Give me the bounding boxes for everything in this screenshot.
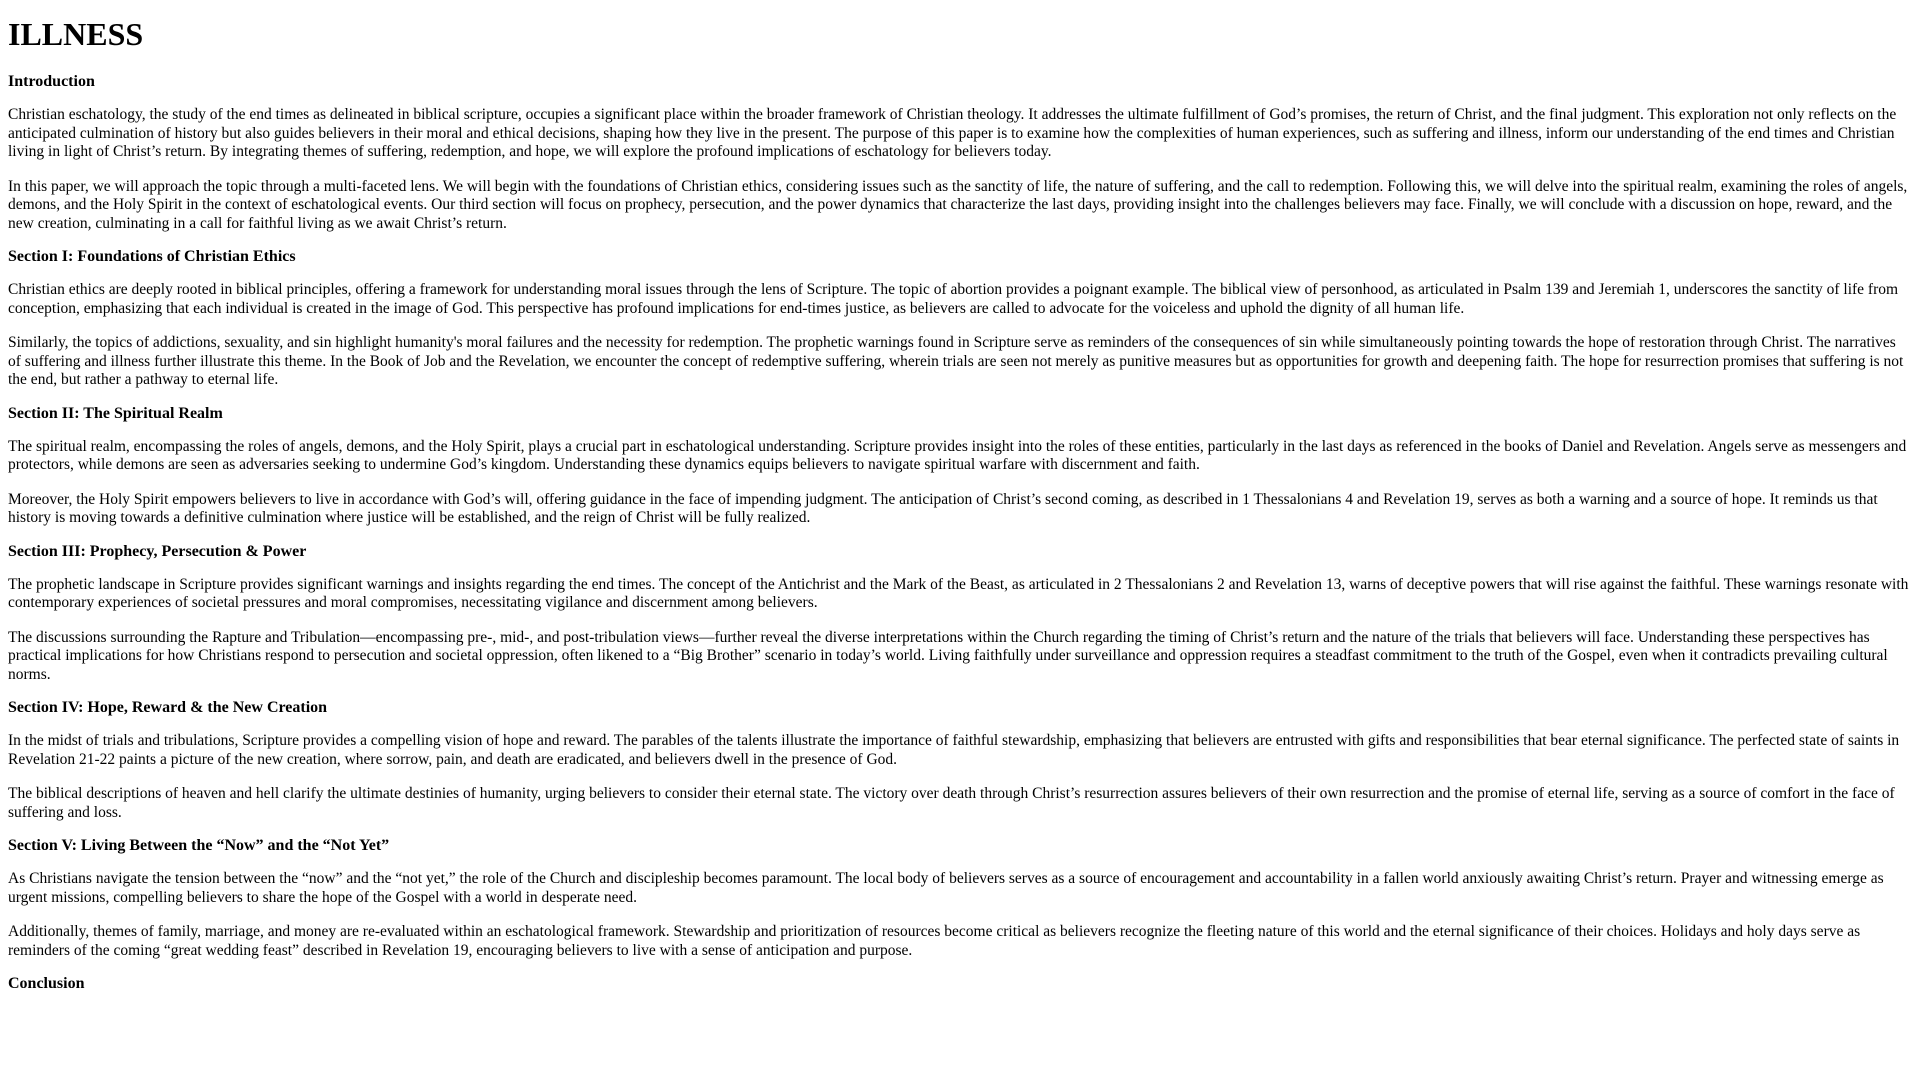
section-heading-foundations: Section I: Foundations of Christian Ethics xyxy=(8,248,296,265)
section-heading-spiritual-realm: Section II: The Spiritual Realm xyxy=(8,404,223,422)
paragraph: Moreover, the Holy Spirit empowers believers to live in accordance with God’s will, offering guidance in the face of impending judgment. The anticipation of Christ’s second coming, as described in 1 Thessalonians 4 and Revelation 19, serves as both a warning and a source of hope. It reminds us that history is moving towards a definitive culmination where justice will be established, and the reign of Christ will be fully realized. xyxy=(8,490,1878,526)
paragraph: The discussions surrounding the Rapture and Tribulation—encompassing pre-, mid-, and post-tribulation views—further reveal the diverse interpretations within the Church regarding the timing of Christ’s return and the nature of the trials that believers will face. Understanding these perspectives has practical implications for how Christians respond to persecution and societal oppression, often likened to a “Big Brother” scenario in today’s world. Living faithfully under surveillance and oppression requires a steadfast commitment to the truth of the Gospel, even when it contradicts prevailing cultural norms. xyxy=(8,628,1888,683)
section-heading-conclusion: Conclusion xyxy=(8,975,85,992)
paragraph: Similarly, the topics of addictions, sexuality, and sin highlight humanity's moral failures and the necessity for redemption. The prophetic warnings found in Scripture serve as reminders of the consequences of sin while simultaneously pointing towards the hope of restoration through Christ. The narratives of suffering and illness further illustrate this theme. In the Book of Job and the Revelation, we encounter the concept of redemptive suffering, wherein trials are seen not merely as punitive measures but as opportunities for growth and deepening faith. The hope for resurrection promises that suffering is not the end, but rather a pathway to eternal life. xyxy=(8,334,1904,388)
paragraph: In the midst of trials and tribulations, Scripture provides a compelling vision of hope and reward. The parables of the talents illustrate the importance of faithful stewardship, emphasizing that believers are entrusted with gifts and responsibilities that bear eternal significance. The perfected state of saints in Revelation 21-22 paints a picture of the new creation, where sorrow, pain, and death are eradicated, and believers dwell in the presence of God. xyxy=(8,732,1900,768)
section-heading-hope: Section IV: Hope, Reward & the New Creation xyxy=(8,699,328,716)
document-title: ILLNESS xyxy=(8,16,144,52)
section-heading-living-between: Section V: Living Between the “Now” and the “Not Yet” xyxy=(8,837,390,854)
paragraph: Christian eschatology, the study of the end times as delineated in biblical scripture, occupies a significant place within the broader framework of Christian theology. It addresses the ultimate fulfillment of God’s promises, the return of Christ, and the final judgment. This exploration not only reflects on the anticipated culmination of history but also guides believers in their moral and ethical decisions, shaping how they live in the present. The purpose of this paper is to examine how the complexities of human experiences, such as suffering and illness, inform our understanding of the end times and Christian living in light of Christ’s return. By integrating themes of suffering, redemption, and hope, we will explore the profound implications of eschatology for believers today. xyxy=(8,106,1897,160)
paragraph: Additionally, themes of family, marriage, and money are re-evaluated within an eschatological framework. Stewardship and prioritization of resources become critical as believers recognize the fleeting nature of this world and the eternal significance of their choices. Holidays and holy days serve as reminders of the coming “great wedding feast” described in Revelation 19, encouraging believers to live with a sense of anticipation and purpose. xyxy=(8,923,1861,959)
paragraph: As Christians navigate the tension between the “now” and the “not yet,” the role of the Church and discipleship becomes paramount. The local body of believers serves as a source of encouragement and accountability in a fallen world anxiously awaiting Christ’s return. Prayer and witnessing emerge as urgent missions, compelling believers to share the hope of the Gospel with a world in desperate need. xyxy=(8,870,1884,906)
paragraph: In this paper, we will approach the topic through a multi-faceted lens. We will begin with the foundations of Christian ethics, considering issues such as the sanctity of life, the nature of suffering, and the call to redemption. Following this, we will delve into the spiritual realm, examining the roles of angels, demons, and the Holy Spirit in the context of eschatological events. Our third section will focus on prophecy, persecution, and the power dynamics that characterize the last days, providing insight into the challenges believers may face. Finally, we will conclude with a discussion on hope, reward, and the new creation, culminating in a call for faithful living as we await Christ’s return. xyxy=(8,177,1908,232)
paragraph: The biblical descriptions of heaven and hell clarify the ultimate destinies of humanity, urging believers to consider their eternal state. The victory over death through Christ’s resurrection assures believers of their own resurrection and the promise of eternal life, serving as a source of comfort in the face of suffering and loss. xyxy=(8,785,1895,821)
section-heading-prophecy: Section III: Prophecy, Persecution & Power xyxy=(8,542,307,560)
section-heading-introduction: Introduction xyxy=(8,73,95,90)
paragraph: The prophetic landscape in Scripture provides significant warnings and insights regarding the end times. The concept of the Antichrist and the Mark of the Beast, as articulated in 2 Thessalonians 2 and Revelation 13, warns of deceptive powers that will rise against the faithful. These warnings resonate with contemporary experiences of societal pressures and moral compromises, necessitating vigilance and discernment among believers. xyxy=(8,575,1909,611)
paragraph: The spiritual realm, encompassing the roles of angels, demons, and the Holy Spirit, plays a crucial part in eschatological understanding. Scripture provides insight into the roles of these entities, particularly in the last days as referenced in the books of Daniel and Revelation. Angels serve as messengers and protectors, while demons are seen as adversaries seeking to undermine God’s kingdom. Understanding these dynamics equips believers to navigate spiritual warfare with discernment and faith. xyxy=(8,437,1907,473)
paragraph: Christian ethics are deeply rooted in biblical principles, offering a framework for understanding moral issues through the lens of Scripture. The topic of abortion provides a poignant example. The biblical view of personhood, as articulated in Psalm 139 and Jeremiah 1, underscores the sanctity of life from conception, emphasizing that each individual is created in the image of God. This perspective has profound implications for end-times justice, as believers are called to advocate for the voiceless and uphold the dignity of all human life. xyxy=(8,281,1899,317)
